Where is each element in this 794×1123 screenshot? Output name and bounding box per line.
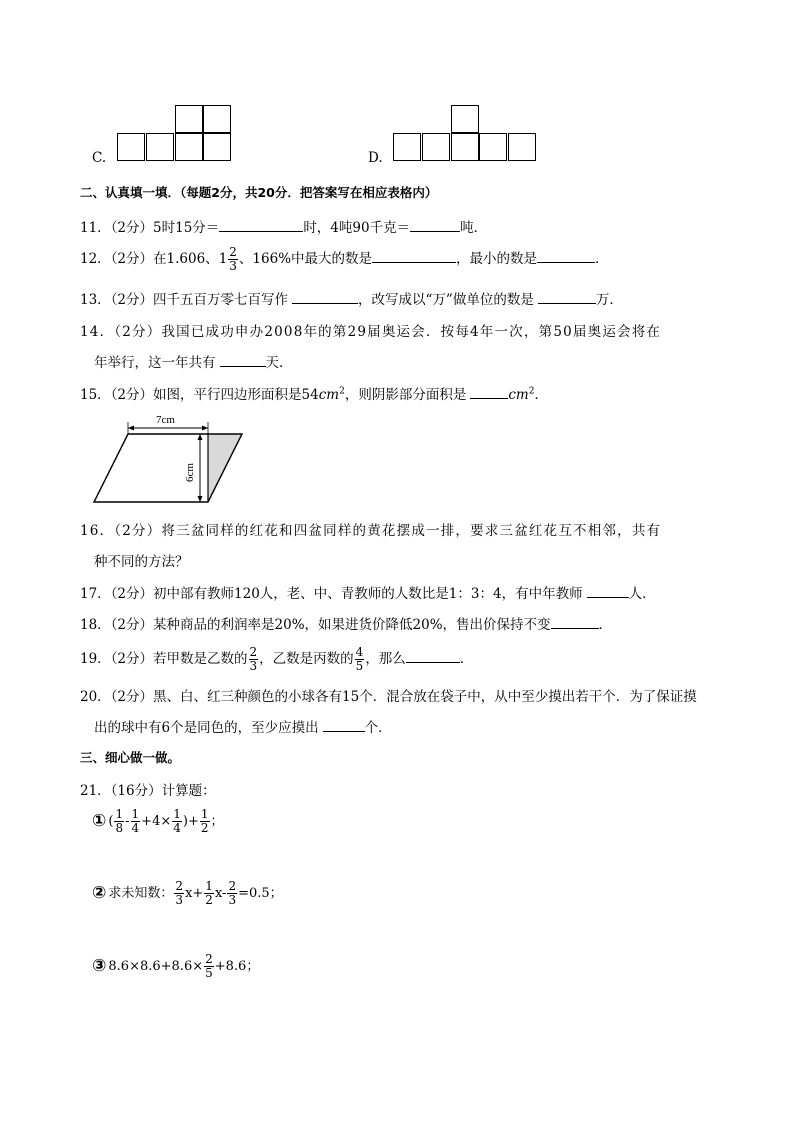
q15-blank[interactable] (470, 386, 508, 399)
option-c-label: C. (92, 150, 107, 166)
q21-score: （16分） (110, 783, 162, 799)
question-12 (80, 246, 609, 273)
q20-text-2: 出的球中有6个是同色的，至少应摸出 (94, 720, 319, 736)
q17-text-1: 初中部有教师120人，老、中、青教师的人数比是1：3：4，有中年教师 (153, 586, 583, 602)
q15-text-3: ． (534, 387, 548, 403)
expression-1: ① ( $\frac{1}{8}$ - $\frac{1}{4}$ +4× $\frac{1}{4}$ )+ $\frac{1}{2}$ ； (92, 807, 224, 835)
q21-text-1: 计算题： (161, 783, 216, 799)
q17-text-2: 人． (628, 586, 656, 602)
q15-text-1: 如图，平行四边形面积是54 (153, 387, 319, 403)
q20-text-3: 个． (364, 720, 392, 736)
q15-exp-2: 2 (528, 386, 535, 397)
q20-blank[interactable] (323, 719, 365, 732)
q15-number: 15． (80, 387, 111, 403)
question-11 (80, 216, 487, 236)
q19-number: 19． (80, 651, 111, 667)
question-21 (80, 779, 216, 799)
question-20 (80, 685, 697, 705)
q17-score: （2分） (110, 586, 154, 602)
q16-score: （2分） (114, 523, 162, 539)
q15-text-2: ，则阴影部分面积是 (344, 387, 467, 403)
question-14-line-2 (94, 351, 293, 371)
q14-text-3: 天． (265, 355, 293, 371)
circled-number-2: ② (92, 883, 107, 903)
q15-score: （2分） (110, 387, 154, 403)
q20-text-1: 黑、白、红三种颜色的小球各有15个．混合放在袋子中，从中至少摸出若干个．为了保证摸 (153, 689, 697, 705)
q13-number: 13． (80, 292, 111, 308)
q12-text-1: 在1.606、 (153, 251, 219, 267)
parallelogram-figure (90, 408, 250, 508)
q13-blank-1[interactable] (292, 291, 358, 304)
circled-number-1: ① (92, 811, 107, 831)
question-16 (80, 519, 661, 539)
q11-blank-2[interactable] (410, 219, 460, 232)
q18-score: （2分） (110, 617, 154, 633)
solve-label: 求未知数： (108, 886, 174, 901)
q14-text-2: 年举行，这一年共有 (94, 355, 216, 371)
q14-text-1: 我国已成功申办2008年的第29届奥运会．按每4年一次，第50届奥运会将在 (161, 324, 662, 340)
q19-score: （2分） (110, 651, 154, 667)
q11-number: 11． (80, 220, 111, 236)
q15-exp-1: 2 (339, 386, 345, 397)
q11-score: （2分） (110, 220, 154, 236)
q11-blank-1[interactable] (219, 219, 303, 232)
top-dimension-label: 7cm (156, 414, 175, 426)
q21-number: 21． (80, 783, 111, 799)
q11-text-2: 时，4吨90千克＝ (303, 220, 411, 236)
q19-text-4: ． (459, 651, 474, 667)
q18-text-1: 某种商品的利润率是20%，如果进货价降低20%，售出价保持不变 (153, 617, 551, 633)
q20-score: （2分） (110, 689, 154, 705)
q19-fraction-1: $\frac{2}{3}$ (249, 645, 258, 673)
q13-score: （2分） (110, 292, 154, 308)
question-19 (80, 646, 473, 673)
q12-blank-2[interactable] (537, 250, 595, 263)
question-13 (80, 288, 623, 308)
q12-number: 12． (80, 251, 111, 267)
section-3-title: 三、细心做一做。 (80, 750, 181, 765)
q18-blank[interactable] (551, 616, 599, 629)
q19-text-2: ，乙数是丙数的 (259, 651, 354, 667)
q17-blank[interactable] (587, 585, 629, 598)
q15-unit-1: cm (318, 387, 340, 403)
question-16-line-2 (94, 550, 189, 570)
side-dimension-label: 6cm (184, 463, 196, 482)
q16-number: 16． (80, 523, 115, 539)
q19-text-1: 若甲数是乙数的 (153, 651, 248, 667)
q19-fraction-2: $\frac{4}{5}$ (355, 645, 364, 673)
q13-text-3: 万． (595, 292, 623, 308)
q19-text-3: ，那么 (365, 651, 406, 667)
expression-2: ② 求未知数： $\frac{2}{3}$ x+ $\frac{1}{2}$ x- $\frac{2}{3}$ =0.5； (92, 879, 283, 907)
q17-number: 17． (80, 586, 111, 602)
q11-text-3: 吨． (460, 220, 488, 236)
q12-text-3: ，最小的数是 (456, 251, 538, 267)
question-15 (80, 383, 548, 403)
section-2-title: 二、认真填一填．（每题2分，共20分．把答案写在相应表格内） (80, 185, 438, 200)
q15-unit-2: cm (508, 387, 529, 403)
q11-text-1: 5时15分＝ (153, 220, 220, 236)
expression-3: ③ 8.6×8.6+8.6× $\frac{2}{5}$ +8.6； (92, 952, 260, 980)
question-14 (80, 320, 661, 340)
q13-text-2: ，改写成以“万”做单位的数是 (358, 292, 534, 308)
q20-number: 20． (80, 689, 111, 705)
q18-number: 18． (80, 617, 111, 633)
q14-score: （2分） (114, 324, 162, 340)
q16-text-2: 种不同的方法？ (94, 554, 189, 570)
q19-blank[interactable] (406, 650, 460, 663)
q16-text-1: 将三盆同样的红花和四盆同样的黄花摆成一排，要求三盆红花互不相邻，共有 (161, 523, 662, 539)
q13-text-1: 四千五百万零七百写作 (153, 292, 289, 308)
q14-blank[interactable] (220, 354, 266, 367)
question-17 (80, 582, 656, 602)
q12-score: （2分） (110, 251, 154, 267)
q12-fraction: $\frac{2}{3}$ (229, 245, 237, 273)
q12-text-2: 、166%中最大的数是 (238, 251, 373, 267)
circled-number-3: ③ (92, 956, 107, 976)
q12-text-4: ． (595, 251, 609, 267)
q18-text-2: ． (598, 617, 613, 633)
question-18 (80, 613, 612, 633)
q12-blank-1[interactable] (372, 250, 456, 263)
q12-mixed-whole: 1 (218, 251, 228, 267)
question-20-line-2 (94, 716, 392, 736)
option-d-label: D. (368, 150, 383, 166)
q13-blank-2[interactable] (538, 291, 596, 304)
q14-number: 14． (80, 324, 115, 340)
